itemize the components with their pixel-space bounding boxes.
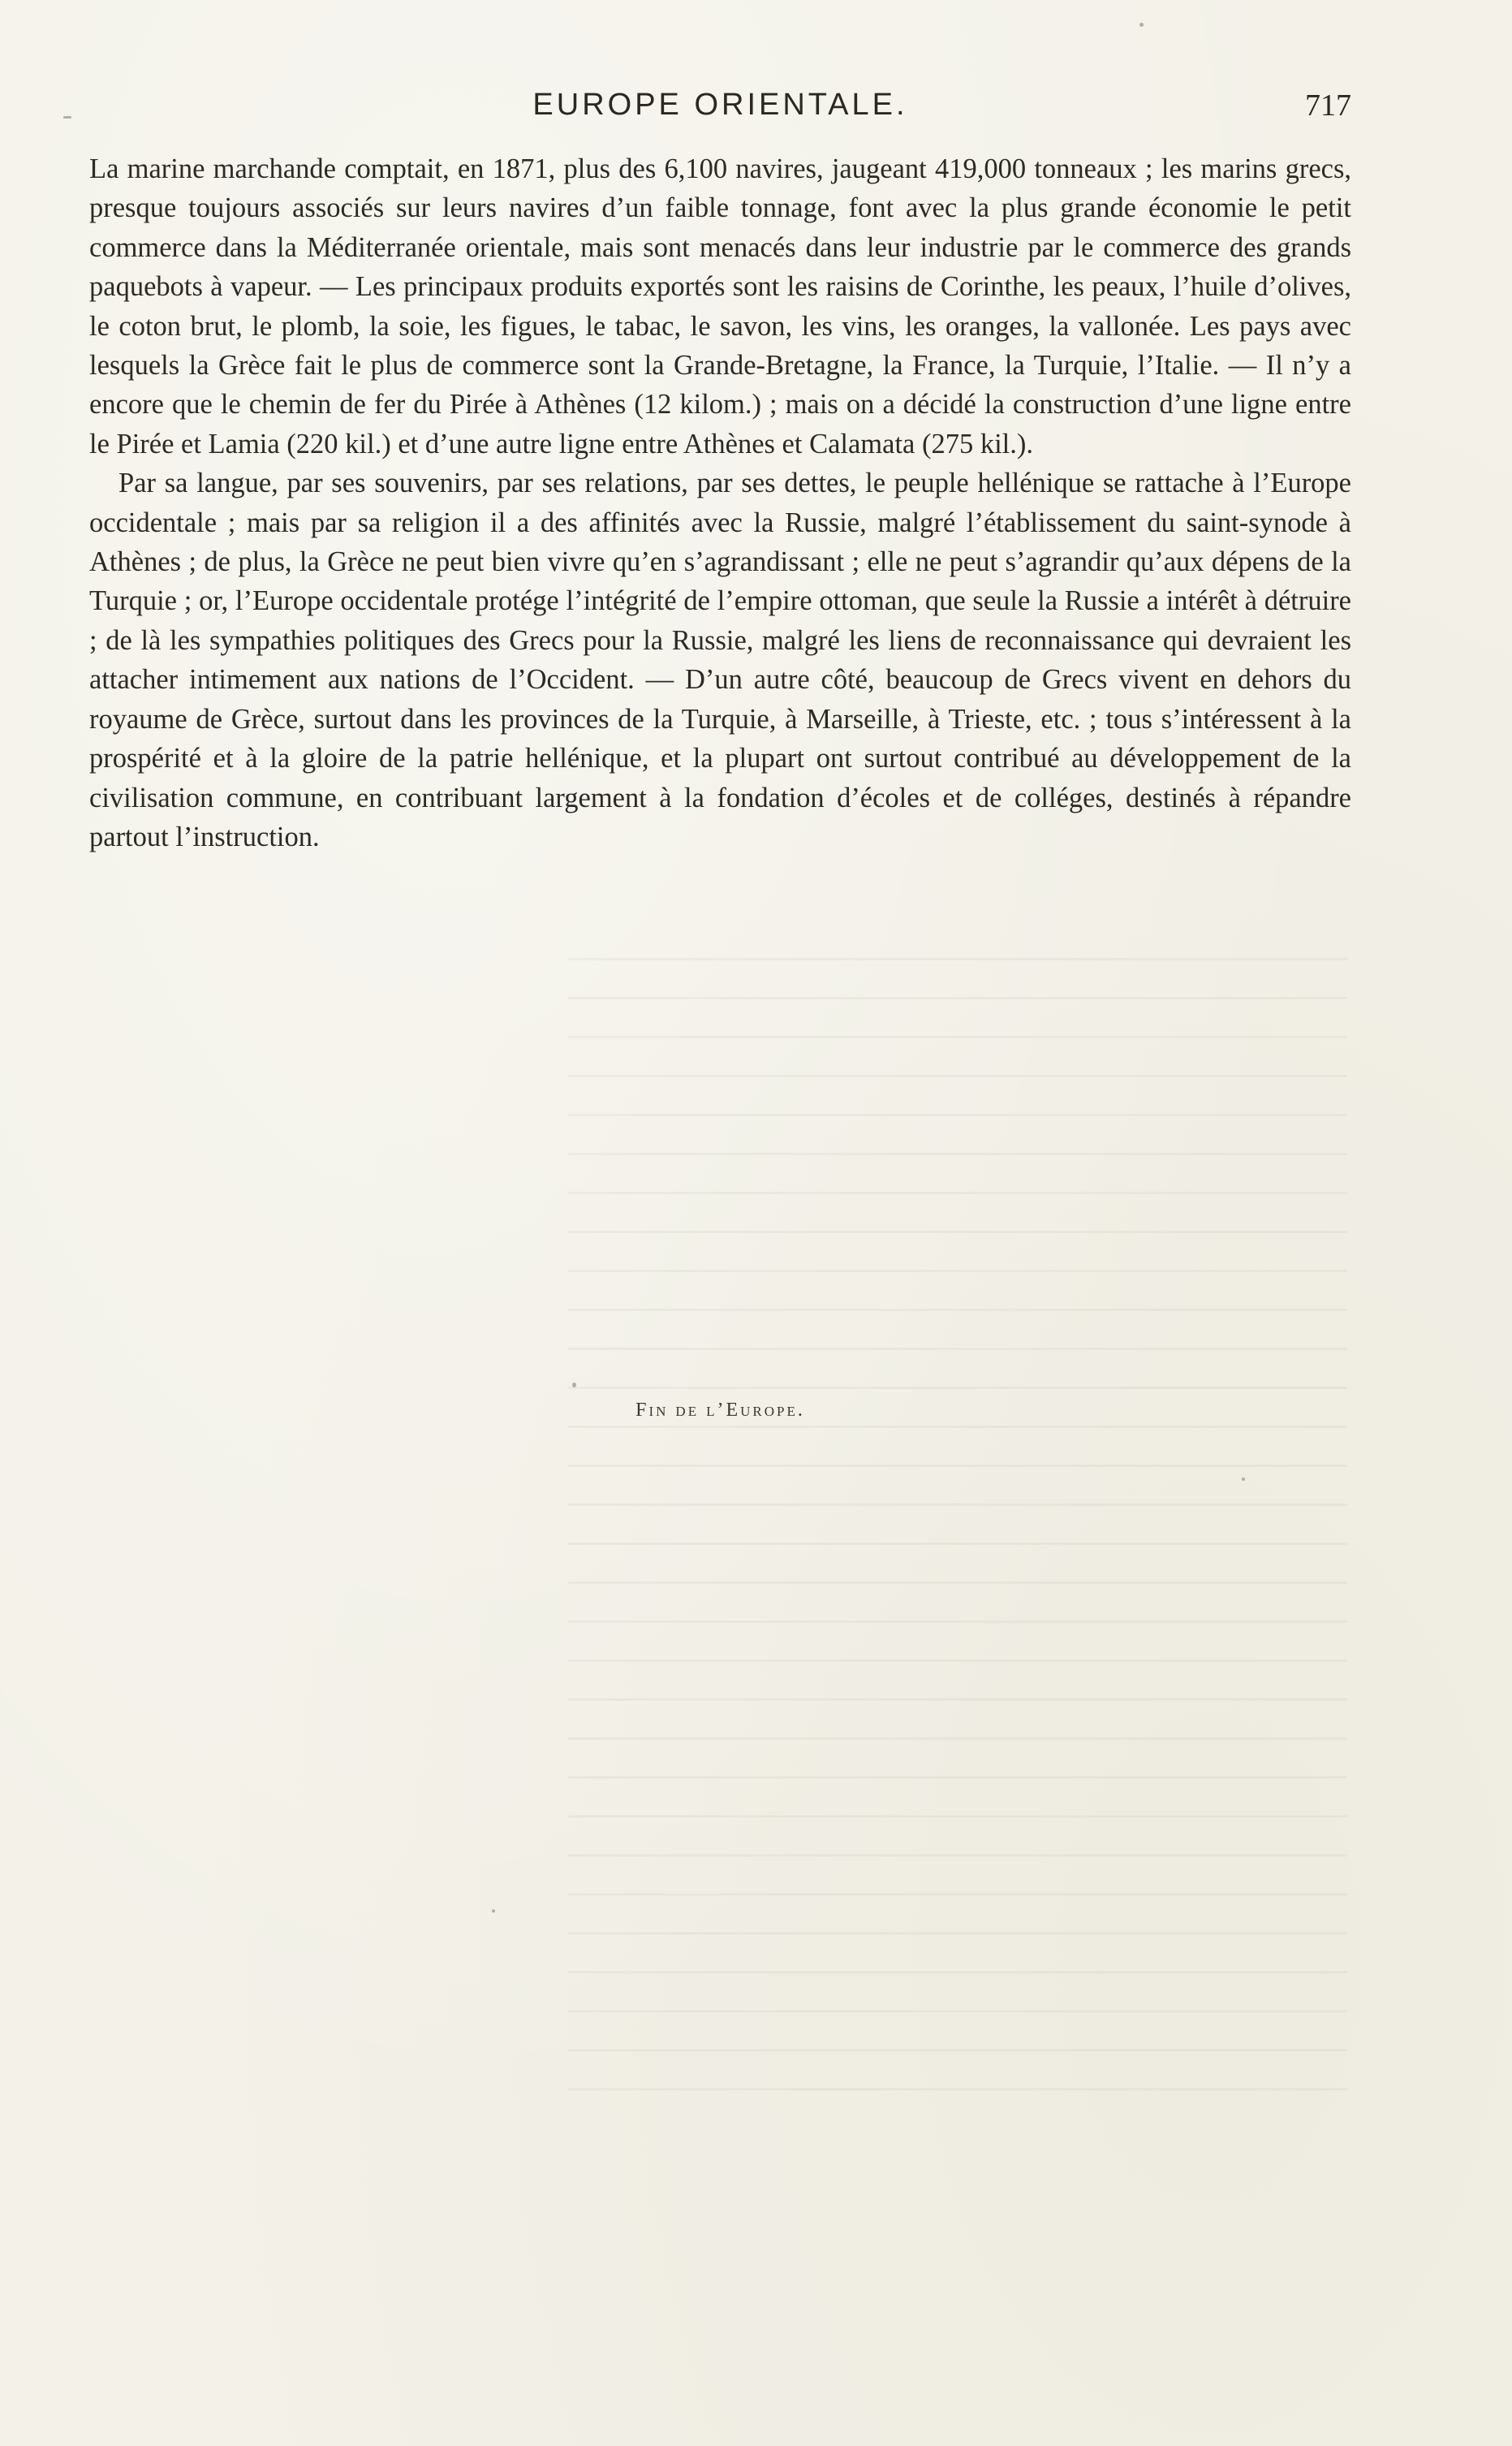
end-of-section-colophon: Fin de l’Europe. (635, 1400, 805, 1421)
paper-speck (63, 116, 71, 119)
body-text (89, 149, 1351, 856)
paper-speck (572, 1383, 576, 1387)
paper-speck (492, 1909, 495, 1913)
paper-speck (1139, 23, 1144, 27)
paragraph-commerce: La marine marchande comptait, en 1871, plus des 6,100 navires, jaugeant 419,000 tonneaux ; les marins grecs, presque toujours associés sur leurs navires d’un faible tonnage, font avec la plus grande économie le petit commerce dans la Méditerranée orientale, mais sont menacés dans leur industrie par le commerce des grands paquebots à vapeur. — Les principaux produits exportés sont les raisins de Corinthe, les peaux, l’huile d’olives, le coton brut, le plomb, la soie, les figues, le tabac, le savon, les vins, les oranges, la vallonée. Les pays avec lesquels la Grèce fait le plus de commerce sont la Grande-Bretagne, la France, la Turquie, l’Italie. — Il n’y a encore que le chemin de fer du Pirée à Athènes (12 kilom.) ; mais on a décidé la construction d’une ligne entre le Pirée et Lamia (220 kil.) et d’une autre ligne entre Athènes et Calamata (275 kil.). (89, 153, 1351, 459)
page-number: 717 (1305, 88, 1351, 123)
running-head (89, 88, 1351, 128)
paper-speck (1242, 1478, 1245, 1481)
paragraph-politics: Par sa langue, par ses souvenirs, par ses relations, par ses dettes, le peuple hellénique se rattache à l’Europe occidentale ; mais par sa religion il a des affinités avec la Russie, malgré l’établissement du saint-synode à Athènes ; de plus, la Grèce ne peut bien vivre qu’en s’agrandissant ; elle ne peut s’agrandir qu’aux dépens de la Turquie ; or, l’Europe occidentale protége l’intégrité de l’empire ottoman, que seule la Russie a intérêt à détruire ; de là les sympathies politiques des Grecs pour la Russie, malgré les liens de reconnaissance qui devraient les attacher intimement aux nations de l’Occident. — D’un autre côté, beaucoup de Grecs vivent en dehors du royaume de Grèce, surtout dans les provinces de la Turquie, à Marseille, à Trieste, etc. ; tous s’intéressent à la prospérité et à la gloire de la patrie hellénique, et la plupart ont surtout contribué au développement de la civilisation commune, en contribuant largement à la fondation d’écoles et de colléges, destinés à répandre partout l’instruction. (89, 468, 1351, 852)
running-title: EUROPE ORIENTALE. (532, 88, 908, 122)
bleed-through-text (568, 958, 1347, 2176)
